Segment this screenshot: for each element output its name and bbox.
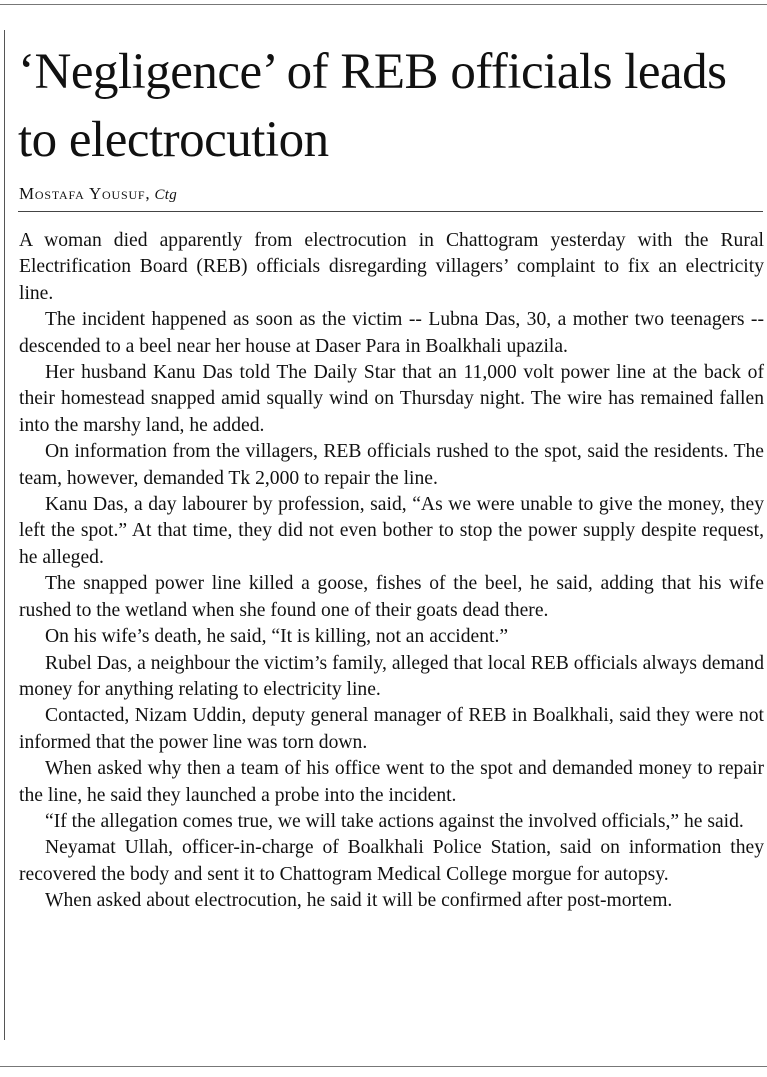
paragraph: Contacted, Nizam Uddin, deputy general manager of REB in Boalkhali, said they were not informed that the power line was torn down. [19,705,764,753]
paragraph: On his wife’s death, he said, “It is killing, not an accident.” [45,626,509,648]
paragraph: Rubel Das, a neighbour the victim’s family, alleged that local REB officials always demand money for anything relating to electricity line. [19,652,764,700]
paragraph: Kanu Das, a day labourer by profession, said, “As we were unable to give the money, they left the spot.” At that time, they did not even bother to stop the power supply despite request, he alleged. [19,494,764,568]
bottom-border-rule [0,1066,767,1067]
paragraph: A woman died apparently from electrocution in Chattogram yesterday with the Rural Electrification Board (REB) officials disregarding villagers’ complaint to fix an electricity line. [19,230,764,304]
byline [19,184,177,205]
byline-author: Mostafa Yousuf, [19,184,151,203]
byline-location: Ctg [154,187,178,203]
paragraph: Neyamat Ullah, officer-in-charge of Boalkhali Police Station, said on information they recovered the body and sent it to Chattogram Medical College morgue for autopsy. [19,837,764,885]
paragraph: On information from the villagers, REB officials rushed to the spot, said the residents. The team, however, demanded Tk 2,000 to repair the line. [19,441,764,489]
paragraph: The snapped power line killed a goose, fishes of the beel, he said, adding that his wife rushed to the wetland when she found one of their goats dead there. [19,573,764,621]
headline: ‘Negligence’ of REB officials leads to electrocution [18,44,727,168]
left-column-rule [4,30,5,1040]
article-body [19,228,764,915]
paragraph: When asked about electrocution, he said it will be confirmed after post-mortem. [45,890,673,912]
byline-divider [18,211,763,212]
paragraph: “If the allegation comes true, we will take actions against the involved officials,” he said. [45,810,744,832]
paragraph: When asked why then a team of his office went to the spot and demanded money to repair the line, he said they launched a probe into the incident. [19,758,764,806]
paragraph: The incident happened as soon as the victim -- Lubna Das, 30, a mother two teenagers -- descended to a beel near her house at Daser Para in Boalkhali upazila. [19,309,764,357]
paragraph: Her husband Kanu Das told The Daily Star that an 11,000 volt power line at the back of their homestead snapped amid squally wind on Thursday night. The wire has remained fallen into the marshy land, he added. [19,362,764,436]
top-border-rule [0,4,767,5]
